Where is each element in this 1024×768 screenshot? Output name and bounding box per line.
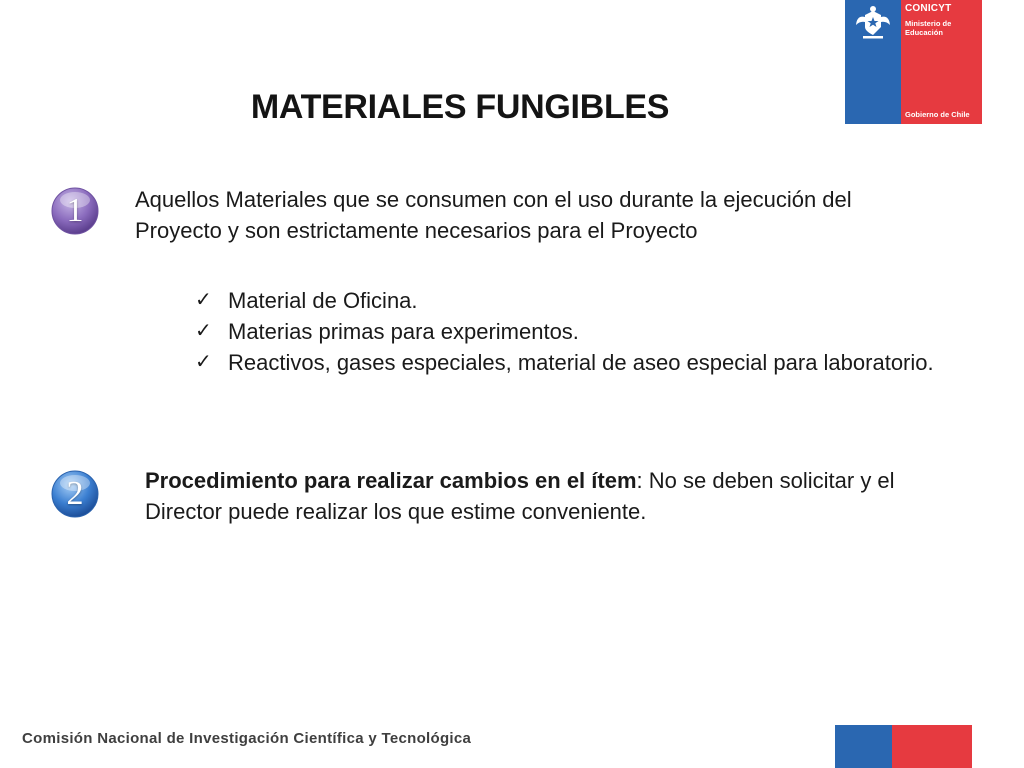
- footer-flag-red: [892, 725, 972, 768]
- materials-checklist: [195, 285, 934, 378]
- footer-organization: Comisión Nacional de Investigación Científica y Tecnológica: [22, 730, 472, 747]
- list-item: [195, 316, 934, 347]
- item-2-description: [145, 465, 945, 527]
- list-item: [195, 347, 934, 378]
- logo-brand: CONICYT: [905, 3, 952, 14]
- list-item-text: Materias primas para experimentos.: [228, 319, 579, 344]
- item-2-heading: Procedimiento para realizar cambios en el ítem: [145, 468, 637, 493]
- badge-2-number: 2: [66, 475, 84, 512]
- logo-government: Gobierno de Chile: [905, 110, 970, 119]
- item-1-description: Aquellos Materiales que se consumen con el uso durante la ejecución del Proyecto y son estrictamente necesarios para el Proyecto: [135, 187, 852, 243]
- footer-flag-blue: [835, 725, 892, 768]
- slide-title: MATERIALES FUNGIBLES: [250, 88, 670, 126]
- number-badge-1: [50, 186, 100, 236]
- list-item-text: Material de Oficina.: [228, 288, 418, 313]
- list-item-text: Reactivos, gases especiales, material de aseo especial para laboratorio.: [228, 350, 934, 375]
- item-2-text: : No se deben solicitar y el Director puede realizar los que estime conveniente.: [145, 468, 895, 524]
- check-icon: ✓: [195, 320, 212, 342]
- chile-crest-icon: [851, 3, 895, 43]
- logo-ministry: Ministerio de Educación: [905, 19, 952, 37]
- footer-flag: [835, 725, 972, 768]
- check-icon: ✓: [195, 351, 212, 373]
- list-item: [195, 285, 934, 316]
- check-icon: ✓: [195, 289, 212, 311]
- badge-1-number: 1: [66, 192, 84, 229]
- number-badge-2: [50, 469, 100, 519]
